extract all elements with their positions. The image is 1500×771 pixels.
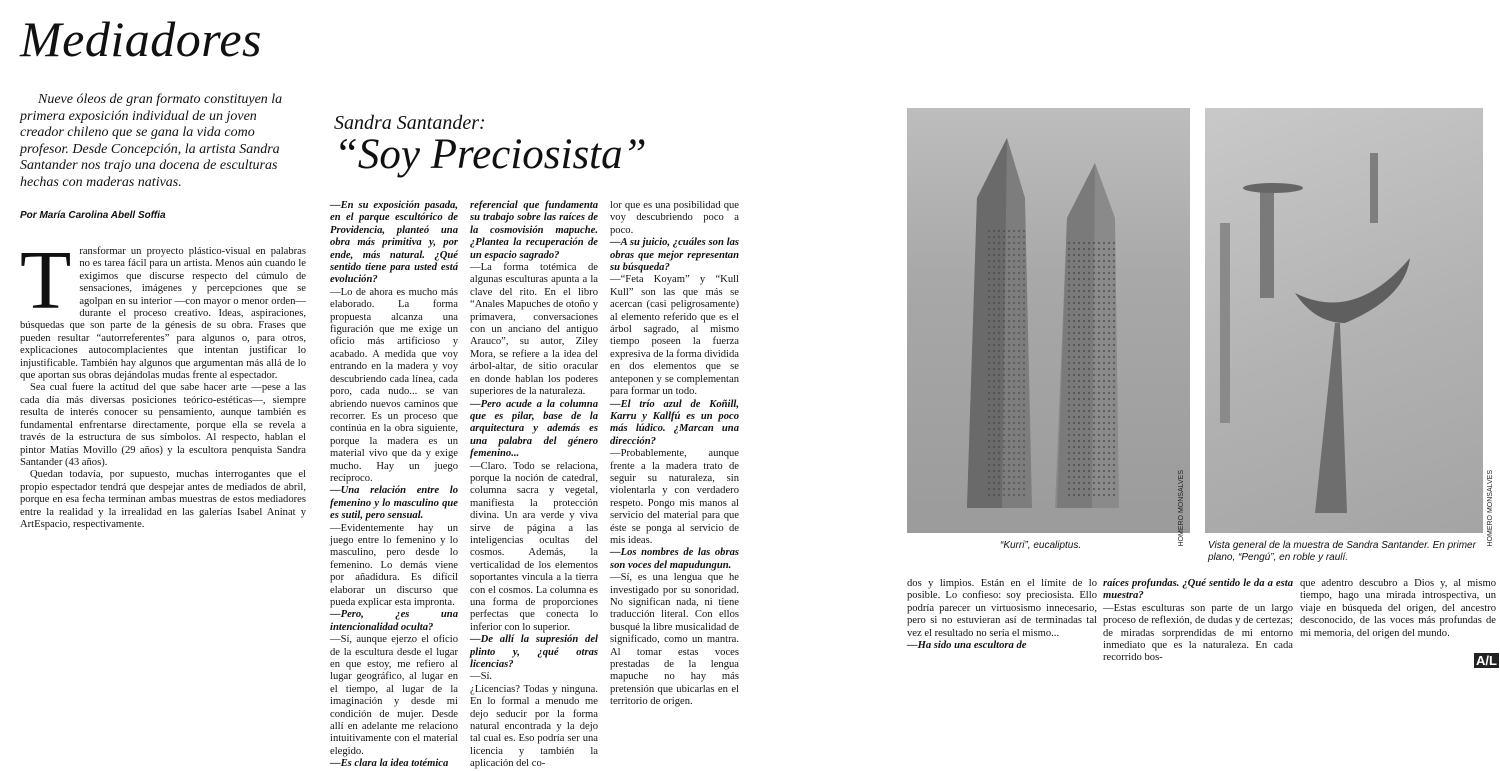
question: —A su juicio, ¿cuáles son las obras que mejor representan su búsqueda? xyxy=(610,237,739,274)
question: —Pero, ¿es una intencionalidad oculta? xyxy=(330,609,458,633)
drop-cap: T xyxy=(20,234,72,327)
exhibition-illustration xyxy=(1205,108,1483,533)
headline-kicker: Sandra Santander: xyxy=(334,112,486,134)
photo-credit: HOMERO MONSALVES xyxy=(1178,470,1185,547)
photo-caption: “Kurri”, eucaliptus. xyxy=(1000,540,1082,551)
question: —De allí la supresión del plinto y, ¿qué otras licencias? xyxy=(470,634,598,671)
question: —Pero acude a la columna que es pilar, base de la arquitectura y además es una palabra del género femenino... xyxy=(470,398,598,460)
answer: lor que es una posibilidad que voy descubriendo poco a poco. xyxy=(610,200,739,236)
paragraph: Quedan todavía, por supuesto, muchas interrogantes que el propio espectador tendrá que despejar antes de mediados de abril, porque en esa fecha terminan ambas muestras de estos mediadores entre la realidad y la irrealidad en las galerías Isabel Aninat y ArtEspacio, respectivamente. xyxy=(20,469,306,530)
question: —Es clara la idea totémica xyxy=(330,758,449,770)
interview-column-4 xyxy=(610,200,739,708)
exhibition-photo xyxy=(1205,108,1483,533)
answer: que adentro descubro a Dios y, al mismo tiempo, hago una mirada introspectiva, un viaje en búsqueda del origen, del ancestro desconocido, de las voces más profundas de mi memoria, del origen del mundo. xyxy=(1300,578,1496,639)
answer: —Sí, es una lengua que he investigado por su sonoridad. No significan nada, ni tiene traducción literal. Con ellos busqué la libre musicalidad de significado, como un mantra. Al tomar estas voces prestadas de la lengua mapuche no hay más pretensión que ubicarlas en el territorio de origen. xyxy=(610,572,739,708)
end-mark-logo: A/L xyxy=(1476,653,1497,668)
answer: —Lo de ahora es mucho más elaborado. La forma propuesta alcanza una figuración que me exige un oficio más artificioso y acabado. A medida que voy entrando en la madera y voy descubriendo cada línea, cada poro, cada nudo... se van abriendo nuevos caminos que recorrer. Es un proceso que continúa en la obra siguiente, porque la madera es un material vivo que da y exige mucho. Hay un juego recíproco. xyxy=(330,286,458,484)
paragraph: ransformar un proyecto plástico-visual en palabras no es tarea fácil para un artista. Menos aún cuando le exigimos que discurse respecto del cúmulo de sensaciones, imágenes y percepciones que se agolpan en su interior —con mayor o menor orden— durante el proceso creativo. Ideas, aspiraciones, búsquedas que son parte de la génesis de su obra. Frases que pueden resultar “autorreferentes” para algunos o, para otros, explicaciones autocomplacientes que intentan justificar lo injustificable. También hay algunos que argumentan más allá de lo que aportan sus obras dejándolas mudas frente al espectador. xyxy=(20,246,306,382)
sculpture-illustration xyxy=(907,108,1190,533)
headline: “Soy Preciosista” xyxy=(334,131,647,178)
answer: —Probablemente, aunque frente a la madera trato de seguir su naturaleza, sin violentarla y con verdadero respeto. Pongo mis manos al servicio del material para que éste se ponga al servicio de mis ideas. xyxy=(610,448,739,546)
section-title: Mediadores xyxy=(20,11,262,67)
interview-column-3 xyxy=(470,200,598,770)
answer: —Estas esculturas son parte de un largo proceso de reflexión, de dudas y de certezas; de miradas sorprendidas de mi entorno inmediato que es la naturaleza. En cada recorrido bos- xyxy=(1103,602,1293,664)
interview-column-8 xyxy=(1300,578,1496,678)
question: —Ha sido una escultora de xyxy=(907,640,1027,652)
question: —En su exposición pasada, en el parque escultórico de Providencia, planteó una obra más primitiva y, por ende, más natural. ¿Qué sentido tiene para usted está evolución? xyxy=(330,200,458,286)
photo-caption: Vista general de la muestra de Sandra Santander. En primer plano, “Pengú”, en roble y raulí. xyxy=(1208,540,1476,563)
byline: Por María Carolina Abell Soffia xyxy=(20,210,166,221)
answer: —“Feta Koyam” y “Kull Kull” son las que más se acercan (casi peligrosamente) al elemento referido que es el árbol sagrado, al mismo tiempo poseen la fuerza expresiva de la forma dividida en dos elementos que se anteponen y se complementan para formar un todo. xyxy=(610,274,739,398)
answer: —Sí, aunque ejerzo el oficio de la escultura desde el lugar en que estoy, me refiero al lugar geográfico, al lugar en el tiempo, al lugar de la imaginación y desde mi condición de mujer. Desde allí en adelante me relaciono intuitivamente con el material elegido. xyxy=(330,634,458,757)
answer: —La forma totémica de algunas esculturas apunta a la clave del rito. En el libro “Anales Mapuches de otoño y primavera, conversaciones con un anciano del antiguo Arauco”, su autor, Ziley Mora, se refiere a la idea del árbol-altar, de sitio oracular en donde hablan los poderes superiores de la naturaleza. xyxy=(470,262,598,398)
answer: —Claro. Todo se relaciona, porque la noción de catedral, columna sacra y vegetal, manifiesta la protección divina. Un ara verde y viva sirve de página a las inteligencias ocultas del cosmos. Además, la verticalidad de los elementos soportantes vincula a la tierra con el cosmos. La columna es una forma de proporciones perfectas que conecta lo inferior con lo superior. xyxy=(470,460,598,633)
sculpture-photo-kurri xyxy=(907,108,1190,533)
question: —El trío azul de Koñill, Karru y Kallfú es un poco más lúdico. ¿Marcan una dirección? xyxy=(610,398,739,447)
article-column-1 xyxy=(20,234,306,676)
intro-deck: Nueve óleos de gran formato constituyen la primera exposición individual de un joven creador chileno que se gana la vida como profesor. Desde Concepción, la artista Sandra Santander nos trajo una docena de esculturas hechas con maderas nativas. xyxy=(20,92,283,190)
interview-column-6 xyxy=(907,578,1097,678)
question: —Los nombres de las obras son voces del mapudungun. xyxy=(610,547,739,571)
question: —Una relación entre lo femenino y lo masculino que es sutil, pero sensual. xyxy=(330,485,458,522)
photo-credit: HOMERO MONSALVES xyxy=(1487,470,1494,547)
answer: —Evidentemente hay un juego entre lo femenino y lo masculino, pero desde lo femenino. Lo demás viene por añadidura. Es difícil elaborar un discurso que pueda explicar esta impronta. xyxy=(330,522,458,608)
answer: dos y limpios. Están en el límite de lo posible. Lo confieso: soy preciosista. Ello podría parecer un virtuosismo innecesario, pero si no estuvieran así de terminadas tal vez el resultado no sería el mismo... xyxy=(907,578,1097,639)
interview-column-7 xyxy=(1103,578,1293,678)
answer: ¿Licencias? Todas y ninguna. En lo formal a menudo me dejo seducir por la forma natural encontrada y la dejo tal cual es. Eso podría ser una licencia y también la aplicación del co- xyxy=(470,683,598,770)
interview-column-2 xyxy=(330,200,458,770)
answer: —Sí. xyxy=(470,671,493,683)
question: raíces profundas. ¿Qué sentido le da a esta muestra? xyxy=(1103,578,1293,602)
question: referencial que fundamenta su trabajo sobre las raíces de la cosmovisión mapuche. ¿Plantea la recuperación de un espacio sagrado? xyxy=(470,200,598,261)
paragraph: Sea cual fuere la actitud del que sabe hacer arte —pese a las cada día más diversas posiciones teórico-estéticas—, siempre resulta de interés conocer su pensamiento, aunque también es fundamental enfrentarse directamente, porque ella se revela a través de la estructura de sus símbolos. Al respecto, hablan el pintor Matías Movillo (29 años) y la escultora penquista Sandra Santander (43 años). xyxy=(20,382,306,468)
